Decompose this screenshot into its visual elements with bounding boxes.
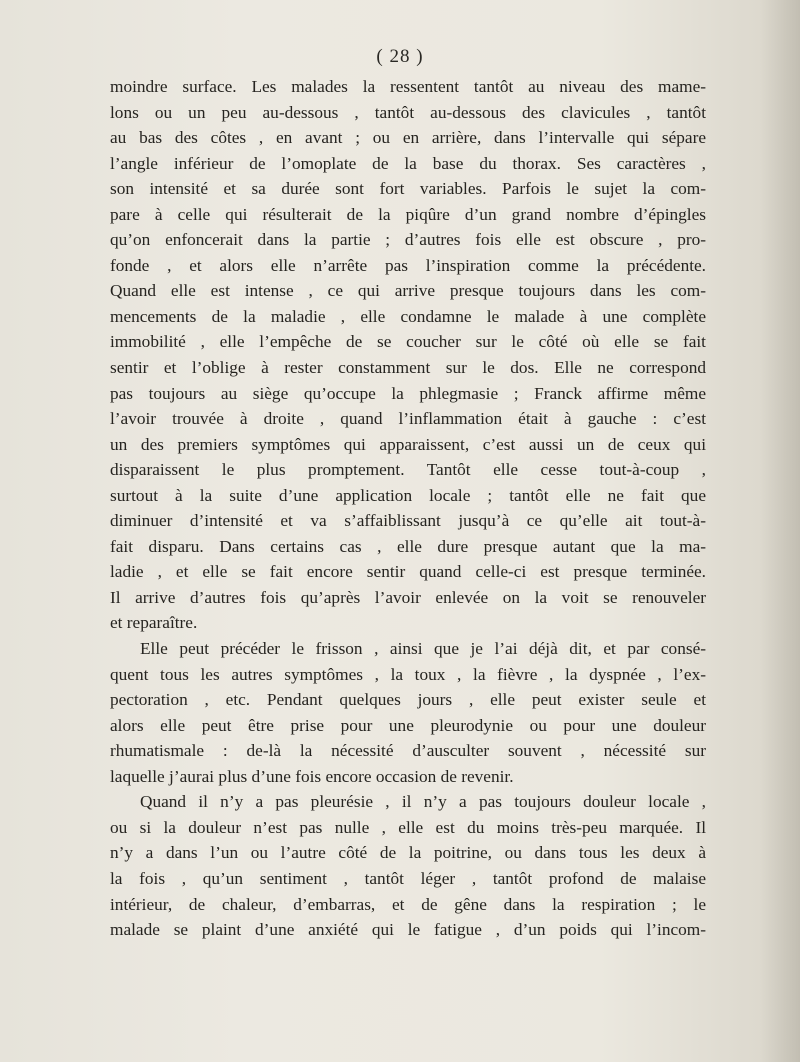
text-line: intérieur, de chaleur, d’embarras, et de gêne dans la respiration ; le [110, 894, 706, 914]
body-text [110, 74, 706, 943]
text-line: Elle peut précéder le frisson , ainsi que je l’ai déjà dit, et par consé- [140, 639, 706, 659]
text-line: fonde , et alors elle n’arrête pas l’inspiration comme la précédente. [110, 255, 706, 275]
text-line: un des premiers symptômes qui apparaissent, c’est aussi un de ceux qui [110, 434, 706, 454]
page-edge-shadow [760, 0, 800, 1062]
text-line: ladie , et elle se fait encore sentir quand celle-ci est presque terminée. [110, 562, 706, 582]
text-line: malade se plaint d’une anxiété qui le fatigue , d’un poids qui l’incom- [110, 920, 706, 940]
text-line: n’y a dans l’un ou l’autre côté de la poitrine, ou dans tous les deux à [110, 843, 706, 863]
paragraph-2 [110, 636, 706, 789]
paragraph-3 [110, 789, 706, 942]
text-line: surtout à la suite d’une application locale ; tantôt elle ne fait que [110, 485, 706, 505]
text-line: disparaissent le plus promptement. Tantôt elle cesse tout-à-coup , [110, 460, 706, 480]
text-line: alors elle peut être prise pour une pleurodynie ou pour une douleur [110, 715, 706, 735]
text-line: immobilité , elle l’empêche de se coucher sur le côté où elle se fait [110, 332, 706, 352]
text-line: pare à celle qui résulterait de la piqûre d’un grand nombre d’épingles [110, 204, 706, 224]
text-line: Il arrive d’autres fois qu’après l’avoir enlevée on la voit se renouveler [110, 587, 706, 607]
text-line: rhumatismale : de-là la nécessité d’ausculter souvent , nécessité sur [110, 741, 706, 761]
page-number: ( 28 ) [376, 46, 424, 67]
text-line: ou si la douleur n’est pas nulle , elle est du moins très-peu marquée. Il [110, 817, 706, 837]
paragraph-1 [110, 74, 706, 636]
text-line: fait disparu. Dans certains cas , elle dure presque autant que la ma- [110, 536, 706, 556]
text-line: pas toujours au siège qu’occupe la phlegmasie ; Franck affirme même [110, 383, 706, 403]
text-line: Quand elle est intense , ce qui arrive presque toujours dans les com- [110, 281, 706, 301]
text-line: mencements de la maladie , elle condamne le malade à une complète [110, 306, 706, 326]
text-line: quent tous les autres symptômes , la toux , la fièvre , la dyspnée , l’ex- [110, 664, 706, 684]
text-line: lons ou un peu au-dessous , tantôt au-dessous des clavicules , tantôt [110, 102, 706, 122]
text-line: pectoration , etc. Pendant quelques jours , elle peut exister seule et [110, 690, 706, 710]
text-line: l’avoir trouvée à droite , quand l’inflammation était à gauche : c’est [110, 409, 706, 429]
text-line: laquelle j’aurai plus d’une fois encore occasion de revenir. [110, 766, 514, 786]
text-line: diminuer d’intensité et va s’affaiblissant jusqu’à ce qu’elle ait tout-à- [110, 511, 706, 531]
text-line: qu’on enfoncerait dans la partie ; d’autres fois elle est obscure , pro- [110, 230, 706, 250]
text-line: l’angle inférieur de l’omoplate de la base du thorax. Ses caractères , [110, 153, 706, 173]
text-line: et reparaître. [110, 613, 198, 633]
text-line: moindre surface. Les malades la ressentent tantôt au niveau des mame- [110, 77, 706, 96]
text-line: au bas des côtes , en avant ; ou en arrière, dans l’intervalle qui sépare [110, 128, 706, 148]
text-line: Quand il n’y a pas pleurésie , il n’y a pas toujours douleur locale , [140, 792, 706, 812]
text-line: la fois , qu’un sentiment , tantôt léger , tantôt profond de malaise [110, 868, 706, 888]
text-line: son intensité et sa durée sont fort variables. Parfois le sujet la com- [110, 179, 706, 199]
text-line: sentir et l’oblige à rester constamment sur le dos. Elle ne correspond [110, 358, 706, 378]
